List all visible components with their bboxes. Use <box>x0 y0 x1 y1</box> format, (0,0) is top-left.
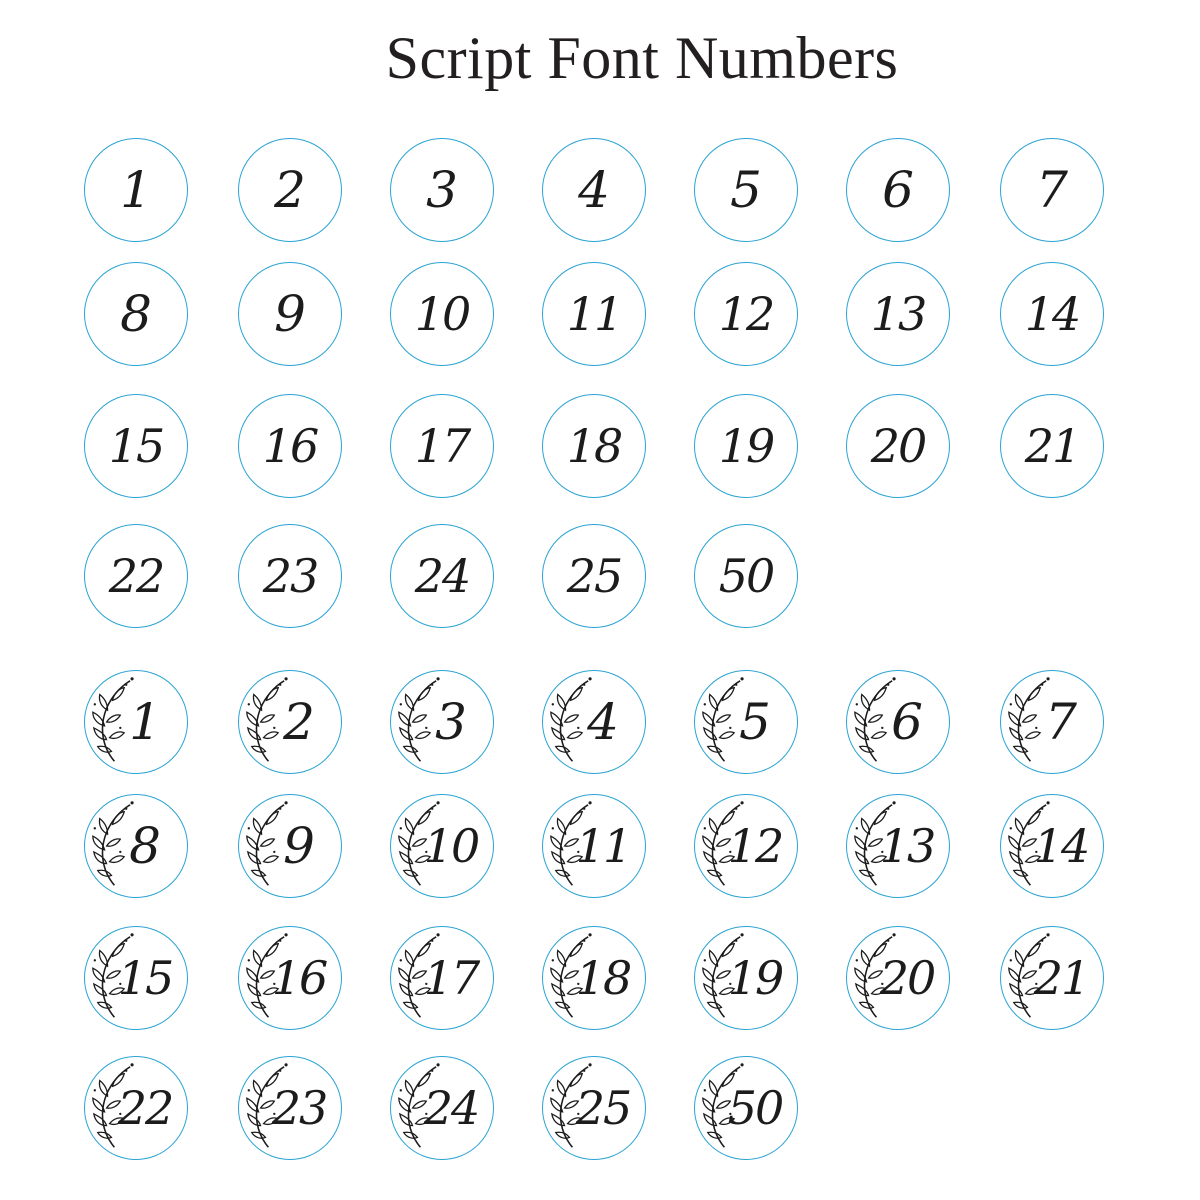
leaf-number-label: 11 <box>575 819 631 873</box>
leaf-number-circle <box>694 670 798 774</box>
plain-number-label: 13 <box>870 287 926 341</box>
leaf-number-label: 19 <box>727 951 783 1005</box>
leaf-number-circle <box>694 926 798 1030</box>
plain-number-circle <box>238 138 342 242</box>
plain-number-circle <box>84 524 188 628</box>
plain-number-label: 8 <box>120 285 152 343</box>
plain-number-label: 6 <box>882 161 914 219</box>
leaf-number-label: 14 <box>1033 819 1089 873</box>
leaf-number-circle <box>846 794 950 898</box>
plain-number-label: 2 <box>274 161 306 219</box>
leaf-number-circle <box>542 670 646 774</box>
plain-number-circle <box>1000 394 1104 498</box>
leaf-number-circle <box>390 1056 494 1160</box>
leaf-number-circle <box>84 926 188 1030</box>
leaf-number-circle <box>390 926 494 1030</box>
page-title: Script Font Numbers <box>385 25 899 91</box>
leaf-number-label: 6 <box>891 693 923 751</box>
plain-number-circle <box>1000 262 1104 366</box>
plain-number-circle <box>846 138 950 242</box>
leaf-number-label: 15 <box>117 951 173 1005</box>
plain-number-circle <box>694 138 798 242</box>
plain-number-circle <box>390 138 494 242</box>
leaf-number-label: 8 <box>129 817 161 875</box>
plain-number-circle <box>84 262 188 366</box>
plain-number-circle <box>694 524 798 628</box>
leaf-number-label: 7 <box>1045 693 1077 751</box>
plain-number-circle <box>238 524 342 628</box>
plain-number-label: 17 <box>414 419 470 473</box>
plain-number-label: 11 <box>566 287 622 341</box>
leaf-number-label: 3 <box>435 693 467 751</box>
leaf-number-label: 22 <box>117 1081 173 1135</box>
leaf-number-circle <box>84 670 188 774</box>
plain-number-label: 1 <box>120 161 152 219</box>
plain-number-label: 19 <box>718 419 774 473</box>
plain-number-label: 9 <box>274 285 306 343</box>
leaf-number-circle <box>238 926 342 1030</box>
leaf-number-label: 9 <box>283 817 315 875</box>
leaf-number-label: 18 <box>575 951 631 1005</box>
plain-number-label: 15 <box>108 419 164 473</box>
plain-number-label: 25 <box>566 549 622 603</box>
plain-number-label: 22 <box>108 549 164 603</box>
plain-number-label: 21 <box>1024 419 1080 473</box>
leaf-number-circle <box>694 1056 798 1160</box>
plain-number-label: 3 <box>426 161 458 219</box>
leaf-number-label: 17 <box>423 951 479 1005</box>
plain-number-circle <box>542 394 646 498</box>
leaf-number-circle <box>84 794 188 898</box>
plain-number-circle <box>390 262 494 366</box>
leaf-number-circle <box>238 794 342 898</box>
plain-number-circle <box>84 394 188 498</box>
leaf-number-circle <box>542 1056 646 1160</box>
leaf-number-circle <box>390 670 494 774</box>
leaf-number-circle <box>238 1056 342 1160</box>
leaf-number-label: 12 <box>727 819 783 873</box>
leaf-number-circle <box>238 670 342 774</box>
plain-number-label: 10 <box>414 287 470 341</box>
plain-number-label: 7 <box>1036 161 1068 219</box>
plain-number-circle <box>84 138 188 242</box>
leaf-number-circle <box>846 670 950 774</box>
plain-number-label: 5 <box>730 161 762 219</box>
leaf-number-label: 21 <box>1033 951 1089 1005</box>
leaf-number-circle <box>1000 670 1104 774</box>
plain-number-circle <box>1000 138 1104 242</box>
leaf-number-circle <box>1000 794 1104 898</box>
leaf-number-circle <box>542 926 646 1030</box>
leaf-number-circle <box>84 1056 188 1160</box>
plain-number-circle <box>846 394 950 498</box>
leaf-number-label: 50 <box>727 1081 783 1135</box>
plain-number-label: 23 <box>262 549 318 603</box>
leaf-number-circle <box>694 794 798 898</box>
plain-number-circle <box>542 138 646 242</box>
leaf-number-circle <box>1000 926 1104 1030</box>
plain-number-label: 16 <box>262 419 318 473</box>
leaf-number-label: 24 <box>423 1081 479 1135</box>
leaf-number-label: 1 <box>129 693 161 751</box>
leaf-number-circle <box>542 794 646 898</box>
leaf-number-label: 5 <box>739 693 771 751</box>
plain-number-circle <box>542 524 646 628</box>
plain-number-label: 4 <box>578 161 610 219</box>
leaf-number-label: 23 <box>271 1081 327 1135</box>
plain-number-label: 14 <box>1024 287 1080 341</box>
plain-number-circle <box>542 262 646 366</box>
plain-number-circle <box>694 394 798 498</box>
leaf-number-label: 10 <box>423 819 479 873</box>
leaf-number-label: 2 <box>283 693 315 751</box>
plain-number-circle <box>846 262 950 366</box>
leaf-number-circle <box>846 926 950 1030</box>
plain-number-circle <box>390 524 494 628</box>
leaf-number-label: 4 <box>587 693 619 751</box>
leaf-number-label: 13 <box>879 819 935 873</box>
plain-number-label: 18 <box>566 419 622 473</box>
leaf-number-label: 20 <box>879 951 935 1005</box>
plain-number-circle <box>390 394 494 498</box>
leaf-number-label: 25 <box>575 1081 631 1135</box>
plain-number-circle <box>238 394 342 498</box>
plain-number-label: 12 <box>718 287 774 341</box>
leaf-number-circle <box>390 794 494 898</box>
plain-number-label: 24 <box>414 549 470 603</box>
plain-number-label: 20 <box>870 419 926 473</box>
leaf-number-label: 16 <box>271 951 327 1005</box>
plain-number-circle <box>238 262 342 366</box>
plain-number-circle <box>694 262 798 366</box>
plain-number-label: 50 <box>718 549 774 603</box>
